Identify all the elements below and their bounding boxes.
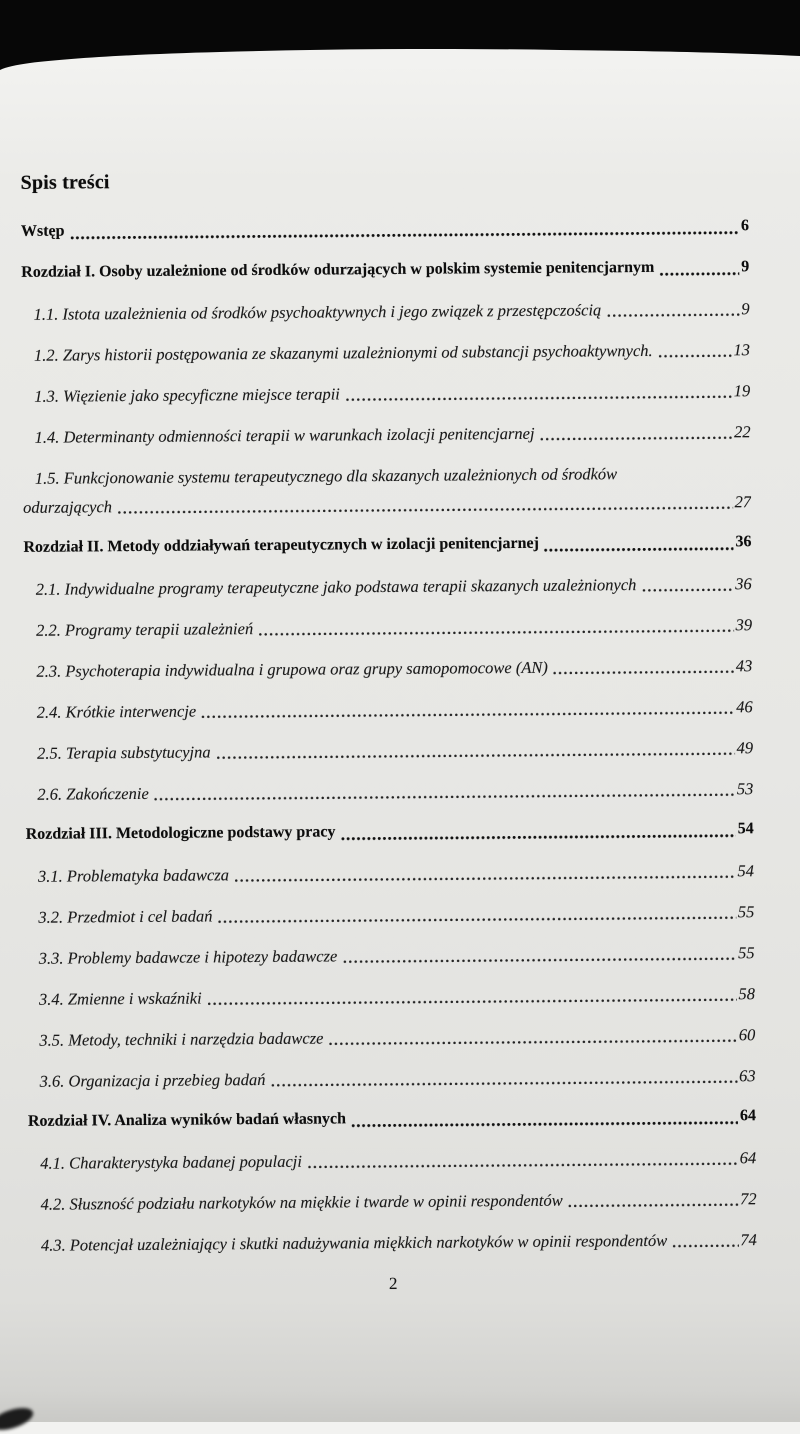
toc-entry-label: Rozdział II. Metody oddziaływań terapeutycznych w izolacji penitencjarnej (23, 534, 539, 556)
dot-leader (340, 833, 735, 841)
dot-leader (207, 997, 737, 1006)
toc-entry-label: 1.1. Istota uzależnienia od środków psychoaktywnych i jego związek z przestępczością (33, 300, 602, 324)
toc-entry-label: 2.3. Psychoterapia indywidualna i grupowa oraz grupy samopomocowe (AN) (36, 657, 548, 681)
toc-entry (36, 656, 752, 682)
toc-entry-label: 4.3. Potencjał uzależniający i skutki nadużywania miękkich narkotyków w opinii respondentów (40, 1230, 668, 1255)
dot-leader (154, 792, 735, 802)
toc-entry-page: 43 (735, 656, 753, 676)
toc-entry-label: 2.6. Zakończenie (37, 783, 149, 804)
toc-entry-page: 36 (735, 574, 752, 594)
toc-entry (23, 492, 751, 518)
toc-entry-page: 54 (737, 861, 755, 881)
toc-entry-label: 3.4. Zmienne i wskaźniki (38, 988, 202, 1009)
toc-entry-label: 3.6. Organizacja i przebieg badań (39, 1069, 266, 1091)
toc-entry (36, 574, 752, 600)
toc-entry-page: 58 (738, 984, 756, 1004)
toc-entry-page: 74 (740, 1230, 757, 1250)
dot-leader (328, 1038, 736, 1046)
toc-entry (36, 615, 752, 641)
toc-entry-label: Wstęp (20, 222, 65, 240)
dot-leader (351, 1120, 738, 1128)
dot-leader (672, 1243, 738, 1249)
toc-entry (34, 422, 750, 448)
toc-entry-label: 4.2. Słuszność podziału narkotyków na miękkie i twarde w opinii respondentów (40, 1190, 563, 1214)
toc-entry-label: 4.1. Charakterystyka badanej populacji (40, 1151, 303, 1173)
toc-entry (41, 1189, 757, 1215)
dot-leader (658, 353, 732, 359)
scan-corner-shadow (0, 1404, 36, 1434)
toc-entry-page: 9 (741, 258, 750, 276)
toc-entry (39, 943, 755, 969)
dot-leader (270, 1079, 737, 1088)
toc-entry-label: 2.5. Terapia substytucyjna (36, 742, 211, 763)
dot-leader (342, 956, 736, 964)
toc-entry (41, 1230, 757, 1256)
toc-entry-label: 1.2. Zarys historii postępowania ze skazanymi uzależnionymi od substancji psychoaktywnych. (33, 340, 653, 365)
toc-entry (21, 217, 749, 243)
toc-entry (40, 1148, 756, 1174)
toc-entry-label: 1.4. Determinanty odmienności terapii w warunkach izolacji penitencjarnej (34, 423, 535, 447)
toc-entry-page: 53 (736, 779, 754, 799)
toc-entry-page: 60 (738, 1025, 756, 1045)
toc-entry-page: 55 (738, 943, 755, 963)
toc-entry-page: 64 (739, 1107, 756, 1125)
dot-leader (553, 669, 734, 675)
toc-entry-page: 19 (733, 381, 751, 401)
toc-entry (23, 533, 751, 559)
toc-list (21, 217, 757, 1256)
toc-entry-page: 63 (739, 1066, 756, 1086)
toc-entry (35, 463, 751, 489)
dot-leader (540, 435, 733, 442)
toc-entry-label: 1.5. Funkcjonowanie systemu terapeutycznego dla skazanych uzależnionych od środków (34, 464, 618, 488)
dot-leader (218, 915, 736, 924)
toc-entry-label: 1.3. Więzienie jako specyficzne miejsce terapii (34, 384, 340, 406)
toc-entry (37, 779, 753, 805)
toc-entry (37, 697, 753, 723)
toc-entry (39, 1025, 755, 1051)
dot-leader (117, 505, 733, 515)
page-number: 2 (388, 1273, 398, 1294)
toc-entry (34, 299, 750, 325)
toc-entry (34, 340, 750, 366)
toc-entry-label: 3.1. Problematyka badawcza (37, 865, 230, 886)
scan-black-edge (0, 0, 800, 72)
dot-leader (307, 1161, 738, 1169)
toc-entry-label: Rozdział IV. Analiza wyników badań własnych (27, 1110, 346, 1130)
toc-entry-label: Rozdział III. Metodologiczne podstawy pracy (25, 823, 336, 843)
dot-leader (544, 546, 734, 552)
scanned-page (20, 165, 757, 1297)
toc-entry (40, 1066, 756, 1092)
toc-entry (39, 984, 755, 1010)
toc-entry-label: 3.3. Problemy badawcze i hipotezy badawcze (38, 946, 338, 968)
toc-entry-page: 64 (739, 1148, 757, 1168)
toc-entry-label: odurzających (23, 497, 113, 517)
dot-leader (234, 874, 736, 883)
dot-leader (568, 1202, 738, 1208)
toc-entry-page: 54 (737, 820, 754, 838)
dot-leader (216, 751, 735, 760)
toc-entry-page: 55 (737, 902, 755, 922)
toc-entry-label: 2.2. Programy terapii uzależnień (36, 619, 254, 640)
toc-entry (28, 1107, 756, 1133)
toc-entry (38, 861, 754, 887)
dot-leader (345, 394, 732, 402)
toc-entry-label: 3.2. Przedmiot i cel badań (38, 906, 213, 927)
dot-leader (659, 271, 739, 277)
dot-leader (641, 587, 733, 593)
toc-entry-page: 36 (735, 533, 752, 551)
toc-entry (26, 820, 754, 846)
dot-leader (606, 312, 739, 318)
toc-entry (38, 902, 754, 928)
dot-leader (258, 628, 733, 637)
toc-entry (34, 381, 750, 407)
toc-entry-page: 49 (736, 738, 754, 758)
document-heading: Spis treści (20, 171, 110, 194)
toc-entry (21, 258, 749, 284)
toc-entry-label: Rozdział I. Osoby uzależnione od środków odurzających w polskim systemie penitencjarnym (21, 258, 655, 281)
toc-entry-label: 2.1. Indywidualne programy terapeutyczne jako podstawa terapii skazanych uzależnionych (35, 575, 637, 599)
toc-entry-page: 9 (741, 299, 750, 319)
toc-entry-page: 13 (733, 340, 750, 360)
dot-leader (201, 710, 734, 719)
toc-entry-label: 3.5. Metody, techniki i narzędzia badawcze (39, 1028, 324, 1050)
toc-entry-page: 46 (736, 697, 753, 717)
toc-entry-page: 6 (740, 217, 749, 235)
toc-entry-label: 2.4. Krótkie interwencje (36, 701, 197, 722)
dot-leader (70, 230, 739, 240)
toc-entry-page: 39 (735, 615, 753, 635)
toc-entry (37, 738, 753, 764)
toc-entry-page: 22 (733, 422, 751, 442)
toc-entry-page: 27 (734, 492, 752, 512)
toc-entry-page: 72 (739, 1189, 757, 1209)
